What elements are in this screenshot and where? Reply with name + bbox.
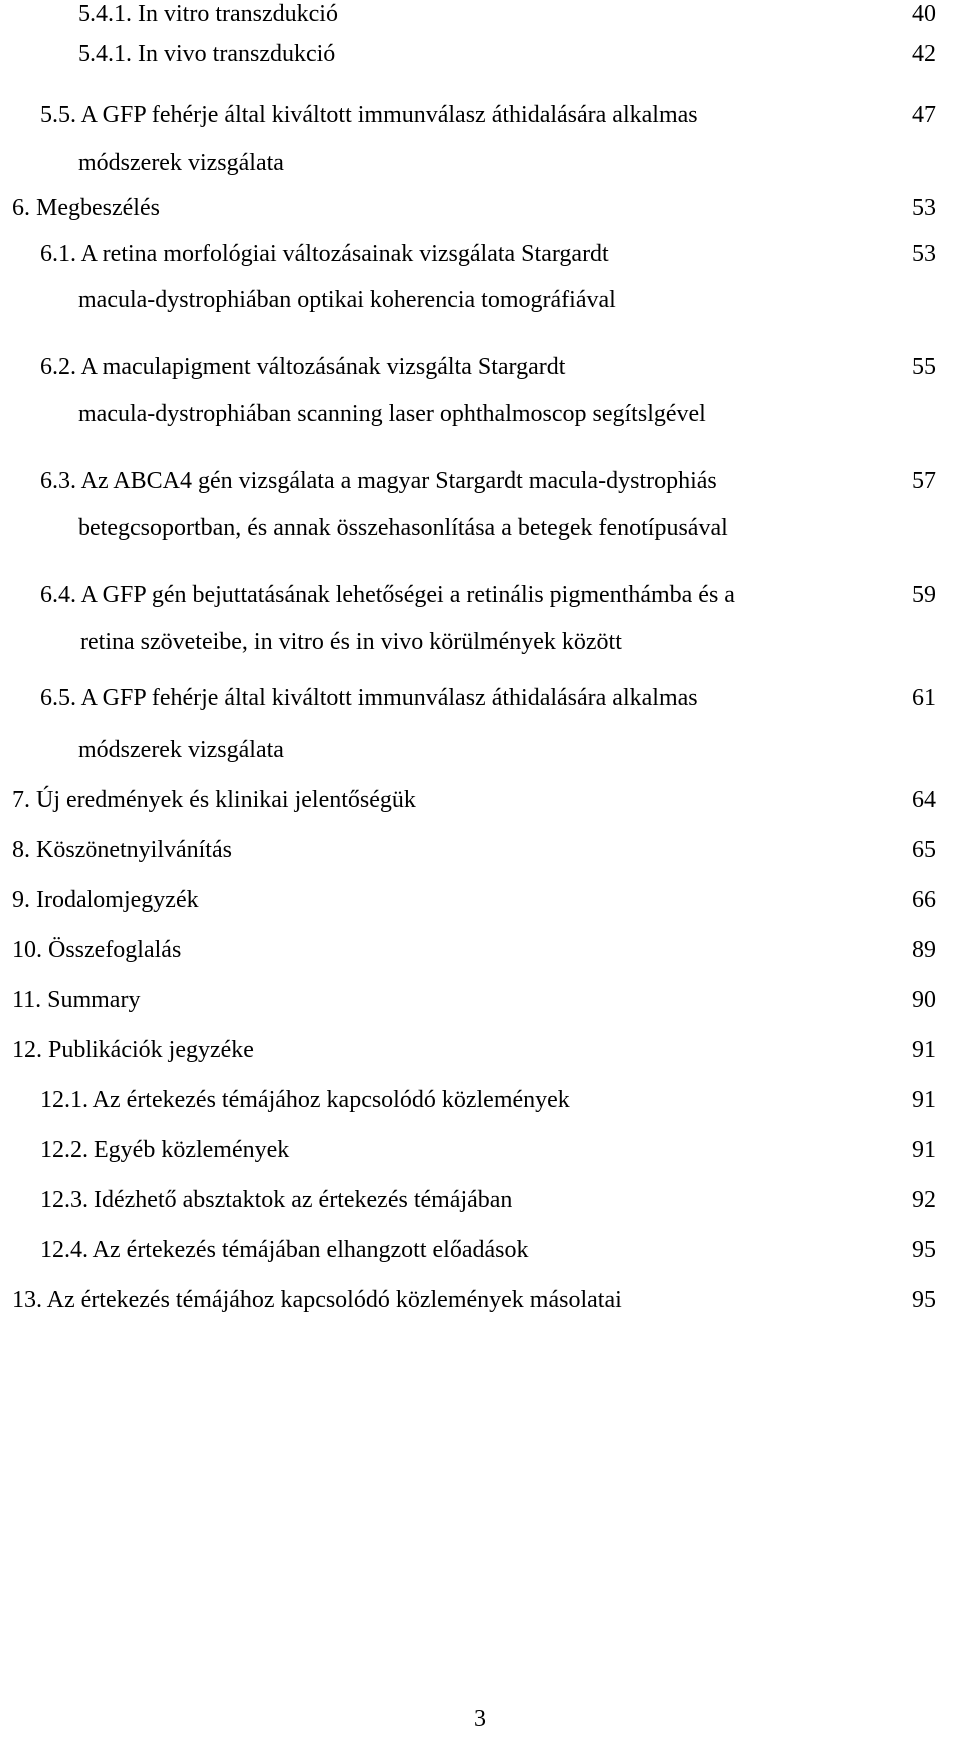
toc-entry-page: 57 bbox=[912, 468, 936, 494]
toc-entry-page: 42 bbox=[912, 41, 936, 67]
toc-entry-page: 55 bbox=[912, 354, 936, 380]
toc-entry-page: 53 bbox=[912, 195, 936, 221]
toc-entry-text: 12.1. Az értekezés témájához kapcsolódó közlemények bbox=[40, 1087, 570, 1113]
toc-entry-page: 92 bbox=[912, 1187, 936, 1213]
toc-entry-text: 11. Summary bbox=[12, 987, 141, 1013]
toc-entry-page: 95 bbox=[912, 1237, 936, 1263]
toc-entry-page: 64 bbox=[912, 787, 936, 813]
toc-entry-continuation: betegcsoportban, és annak összehasonlítása a betegek fenotípusával bbox=[78, 515, 728, 541]
toc-entry-text: 13. Az értekezés témájához kapcsolódó közlemények másolatai bbox=[12, 1287, 622, 1313]
toc-entry-text: 12.4. Az értekezés témájában elhangzott előadások bbox=[40, 1237, 529, 1263]
toc-entry-page: 91 bbox=[912, 1087, 936, 1113]
toc-entry-text: 10. Összefoglalás bbox=[12, 937, 182, 963]
toc-entry-page: 89 bbox=[912, 937, 936, 963]
toc-entry-page: 47 bbox=[912, 102, 936, 128]
toc-entry-page: 61 bbox=[912, 685, 936, 711]
toc-entry-text: 12. Publikációk jegyzéke bbox=[12, 1037, 254, 1063]
toc-entry-page: 91 bbox=[912, 1137, 936, 1163]
toc-entry-text: 6. Megbeszélés bbox=[12, 195, 160, 221]
toc-entry-text: 5.4.1. In vitro transzdukció bbox=[78, 1, 338, 27]
toc-entry-page: 59 bbox=[912, 582, 936, 608]
toc-entry-text: 5.5. A GFP fehérje által kiváltott immunválasz áthidalására alkalmas bbox=[40, 102, 698, 128]
toc-entry-text: 12.2. Egyéb közlemények bbox=[40, 1137, 290, 1163]
toc-entry-continuation: módszerek vizsgálata bbox=[78, 150, 284, 176]
toc-entry-text: 6.4. A GFP gén bejuttatásának lehetőségei a retinális pigmenthámba és a bbox=[40, 582, 735, 608]
toc-entry-continuation: macula-dystrophiában optikai koherencia tomográfiával bbox=[78, 287, 616, 313]
toc-entry-text: 12.3. Idézhető absztaktok az értekezés témájában bbox=[40, 1187, 513, 1213]
toc-entry-page: 40 bbox=[912, 1, 936, 27]
page-number: 3 bbox=[474, 1706, 486, 1732]
toc-entry-text: 6.5. A GFP fehérje által kiváltott immunválasz áthidalására alkalmas bbox=[40, 685, 698, 711]
toc-entry-continuation: macula-dystrophiában scanning laser ophthalmoscop segítslgével bbox=[78, 401, 706, 427]
toc-entry-page: 65 bbox=[912, 837, 936, 863]
toc-entry-page: 53 bbox=[912, 241, 936, 267]
toc-entry-text: 6.1. A retina morfológiai változásainak vizsgálata Stargardt bbox=[40, 241, 609, 267]
toc-entry-page: 95 bbox=[912, 1287, 936, 1313]
toc-entry-continuation: módszerek vizsgálata bbox=[78, 737, 284, 763]
toc-entry-text: 9. Irodalomjegyzék bbox=[12, 887, 199, 913]
toc-entry-text: 8. Köszönetnyilvánítás bbox=[12, 837, 232, 863]
toc-entry-text: 6.2. A maculapigment változásának vizsgálta Stargardt bbox=[40, 354, 566, 380]
toc-entry-page: 90 bbox=[912, 987, 936, 1013]
toc-entry-page: 66 bbox=[912, 887, 936, 913]
toc-entry-text: 7. Új eredmények és klinikai jelentőségük bbox=[12, 787, 416, 813]
toc-entry-page: 91 bbox=[912, 1037, 936, 1063]
toc-entry-text: 6.3. Az ABCA4 gén vizsgálata a magyar Stargardt macula-dystrophiás bbox=[40, 468, 717, 494]
toc-entry-text: 5.4.1. In vivo transzdukció bbox=[78, 41, 336, 67]
toc-entry-continuation: retina szöveteibe, in vitro és in vivo körülmények között bbox=[80, 629, 622, 655]
